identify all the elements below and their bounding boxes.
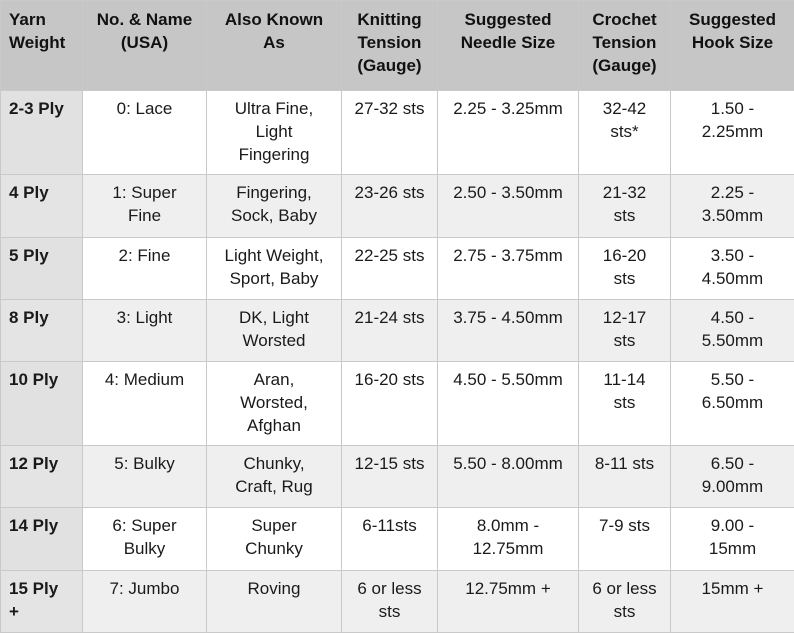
cell-needle-size: 8.0mm - 12.75mm	[438, 508, 579, 571]
cell-crochet-tension: 32-42 sts*	[579, 91, 671, 175]
cell-also-known-as: Super Chunky	[207, 508, 342, 571]
table-header-row	[1, 1, 794, 91]
cell-also-known-as: Fingering, Sock, Baby	[207, 175, 342, 238]
cell-needle-size: 3.75 - 4.50mm	[438, 300, 579, 362]
cell-knitting-tension: 16-20 sts	[342, 362, 438, 446]
cell-crochet-tension: 12-17 sts	[579, 300, 671, 362]
cell-yarn-weight: 15 Ply +	[1, 571, 83, 633]
cell-crochet-tension: 7-9 sts	[579, 508, 671, 571]
cell-yarn-weight: 12 Ply	[1, 446, 83, 508]
cell-no-name: 1: Super Fine	[83, 175, 207, 238]
cell-no-name: 3: Light	[83, 300, 207, 362]
header-hook-size: Suggested Hook Size	[671, 1, 794, 91]
header-crochet-tension: Crochet Tension (Gauge)	[579, 1, 671, 91]
cell-hook-size: 6.50 - 9.00mm	[671, 446, 794, 508]
table-row	[1, 91, 794, 175]
cell-crochet-tension: 21-32 sts	[579, 175, 671, 238]
cell-no-name: 2: Fine	[83, 238, 207, 300]
header-needle-size: Suggested Needle Size	[438, 1, 579, 91]
cell-crochet-tension: 16-20 sts	[579, 238, 671, 300]
cell-yarn-weight: 5 Ply	[1, 238, 83, 300]
cell-hook-size: 5.50 - 6.50mm	[671, 362, 794, 446]
cell-hook-size: 4.50 - 5.50mm	[671, 300, 794, 362]
cell-also-known-as: DK, Light Worsted	[207, 300, 342, 362]
table-row	[1, 571, 794, 633]
cell-needle-size: 2.75 - 3.75mm	[438, 238, 579, 300]
header-yarn-weight: Yarn Weight	[1, 1, 83, 91]
table-row	[1, 508, 794, 571]
cell-needle-size: 4.50 - 5.50mm	[438, 362, 579, 446]
cell-no-name: 0: Lace	[83, 91, 207, 175]
cell-hook-size: 3.50 - 4.50mm	[671, 238, 794, 300]
header-no-name: No. & Name (USA)	[83, 1, 207, 91]
cell-knitting-tension: 6-11sts	[342, 508, 438, 571]
cell-hook-size: 15mm +	[671, 571, 794, 633]
cell-also-known-as: Chunky, Craft, Rug	[207, 446, 342, 508]
header-also-known-as: Also Known As	[207, 1, 342, 91]
cell-also-known-as: Light Weight, Sport, Baby	[207, 238, 342, 300]
cell-knitting-tension: 21-24 sts	[342, 300, 438, 362]
cell-hook-size: 1.50 - 2.25mm	[671, 91, 794, 175]
cell-crochet-tension: 8-11 sts	[579, 446, 671, 508]
cell-yarn-weight: 4 Ply	[1, 175, 83, 238]
cell-also-known-as: Aran, Worsted, Afghan	[207, 362, 342, 446]
header-knitting-tension: Knitting Tension (Gauge)	[342, 1, 438, 91]
cell-yarn-weight: 10 Ply	[1, 362, 83, 446]
cell-knitting-tension: 27-32 sts	[342, 91, 438, 175]
cell-no-name: 6: Super Bulky	[83, 508, 207, 571]
table-row	[1, 446, 794, 508]
cell-needle-size: 2.25 - 3.25mm	[438, 91, 579, 175]
table-row	[1, 362, 794, 446]
cell-no-name: 4: Medium	[83, 362, 207, 446]
cell-crochet-tension: 11-14 sts	[579, 362, 671, 446]
table-row	[1, 300, 794, 362]
cell-needle-size: 2.50 - 3.50mm	[438, 175, 579, 238]
cell-no-name: 7: Jumbo	[83, 571, 207, 633]
cell-also-known-as: Roving	[207, 571, 342, 633]
table-row	[1, 238, 794, 300]
cell-knitting-tension: 6 or less sts	[342, 571, 438, 633]
cell-knitting-tension: 22-25 sts	[342, 238, 438, 300]
cell-hook-size: 2.25 - 3.50mm	[671, 175, 794, 238]
cell-needle-size: 5.50 - 8.00mm	[438, 446, 579, 508]
cell-yarn-weight: 14 Ply	[1, 508, 83, 571]
cell-yarn-weight: 2-3 Ply	[1, 91, 83, 175]
cell-knitting-tension: 23-26 sts	[342, 175, 438, 238]
table-row	[1, 175, 794, 238]
cell-needle-size: 12.75mm +	[438, 571, 579, 633]
cell-no-name: 5: Bulky	[83, 446, 207, 508]
cell-yarn-weight: 8 Ply	[1, 300, 83, 362]
cell-crochet-tension: 6 or less sts	[579, 571, 671, 633]
cell-knitting-tension: 12-15 sts	[342, 446, 438, 508]
cell-hook-size: 9.00 - 15mm	[671, 508, 794, 571]
cell-also-known-as: Ultra Fine, Light Fingering	[207, 91, 342, 175]
